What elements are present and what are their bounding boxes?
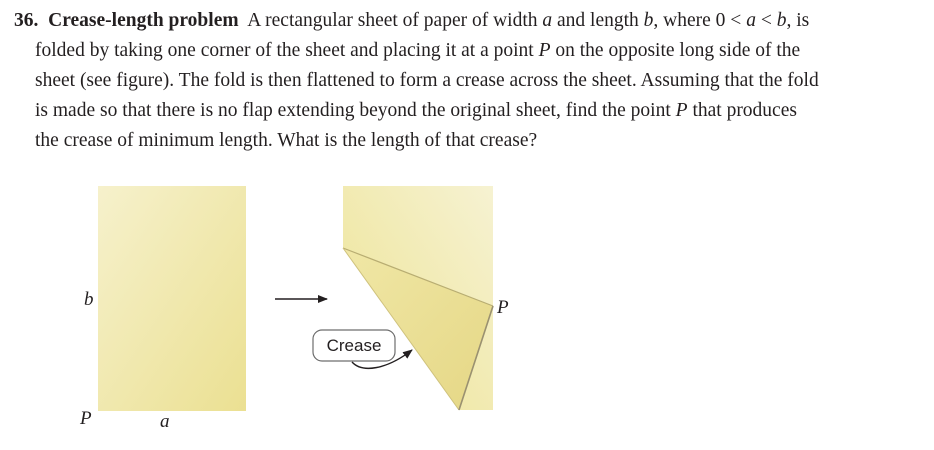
problem-line-1: 36. Crease-length problem A rectangular sheet of paper of width a and length b, where 0 < a < b, is <box>14 10 810 31</box>
problem-line-5: the crease of minimum length. What is the length of that crease? <box>35 130 538 151</box>
flat-sheet <box>98 186 246 411</box>
problem-line-3: sheet (see figure). The fold is then flattened to form a crease across the sheet. Assuming that the fold <box>35 70 819 91</box>
problem-title: Crease-length problem <box>48 10 239 31</box>
label-p-right: P <box>497 297 509 318</box>
problem-line-2: folded by taking one corner of the sheet and placing it at a point P on the opposite long side of the <box>35 40 801 61</box>
label-a: a <box>160 411 170 432</box>
problem-line-4: is made so that there is no flap extending beyond the original sheet, find the point P that produces <box>35 100 797 121</box>
problem-number: 36. <box>14 10 39 31</box>
label-p-left: P <box>80 408 92 429</box>
label-b: b <box>84 289 94 310</box>
crease-label: Crease <box>326 336 382 355</box>
